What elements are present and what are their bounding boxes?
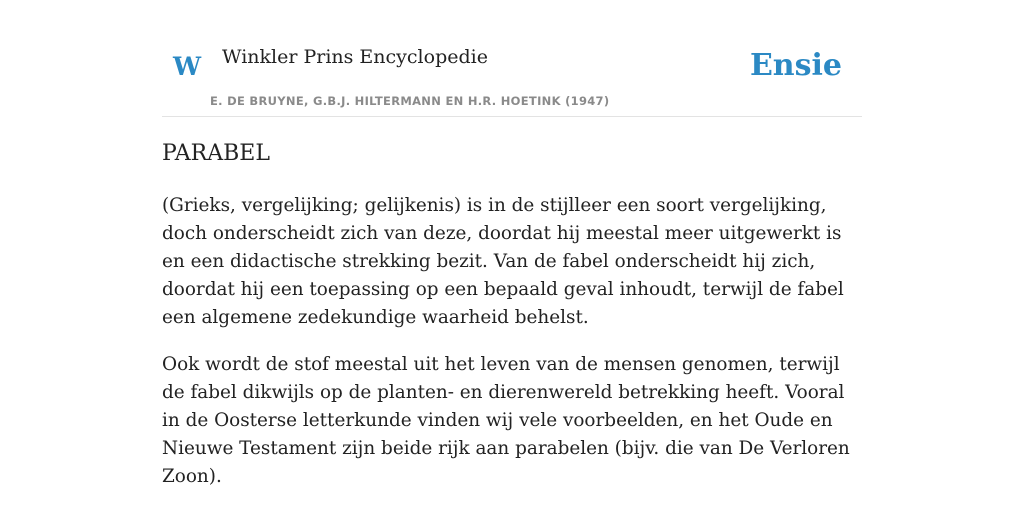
ensie-logo[interactable]: Ensie [749,48,842,83]
entry-paragraph: Ook wordt de stof meestal uit het leven van de mensen genomen, terwijl de fabel dikwijls op de planten- en dierenwereld betrekking heeft. Vooral in de Oosterse letterkunde vinden wij vele voorbeelden, en het Oude en Nieuwe Testament zijn beide rijk aan parabelen (bijv. die van De Verloren Zoon). [162,354,850,487]
source-authors: E. DE BRUYNE, G.B.J. HILTERMANN EN H.R. HOETINK (1947) [210,94,610,108]
source-logo[interactable]: W [173,52,202,81]
entry-paragraph: (Grieks, vergelijking; gelijkenis) is in de stijlleer een soort vergelijking, doch onderscheidt zich van deze, doordat hij meestal meer uitgewerkt is en een didactische strekking bezit. Van de fabel onderscheidt hij zich, doordat hij een toepassing op een bepaald geval inhoudt, terwijl de fabel een algemene zedekundige waarheid behelst. [162,195,844,328]
entry-body [162,192,862,510]
source-header [162,40,862,117]
entry-title: PARABEL [162,141,270,166]
source-title[interactable]: Winkler Prins Encyclopedie [222,46,488,68]
